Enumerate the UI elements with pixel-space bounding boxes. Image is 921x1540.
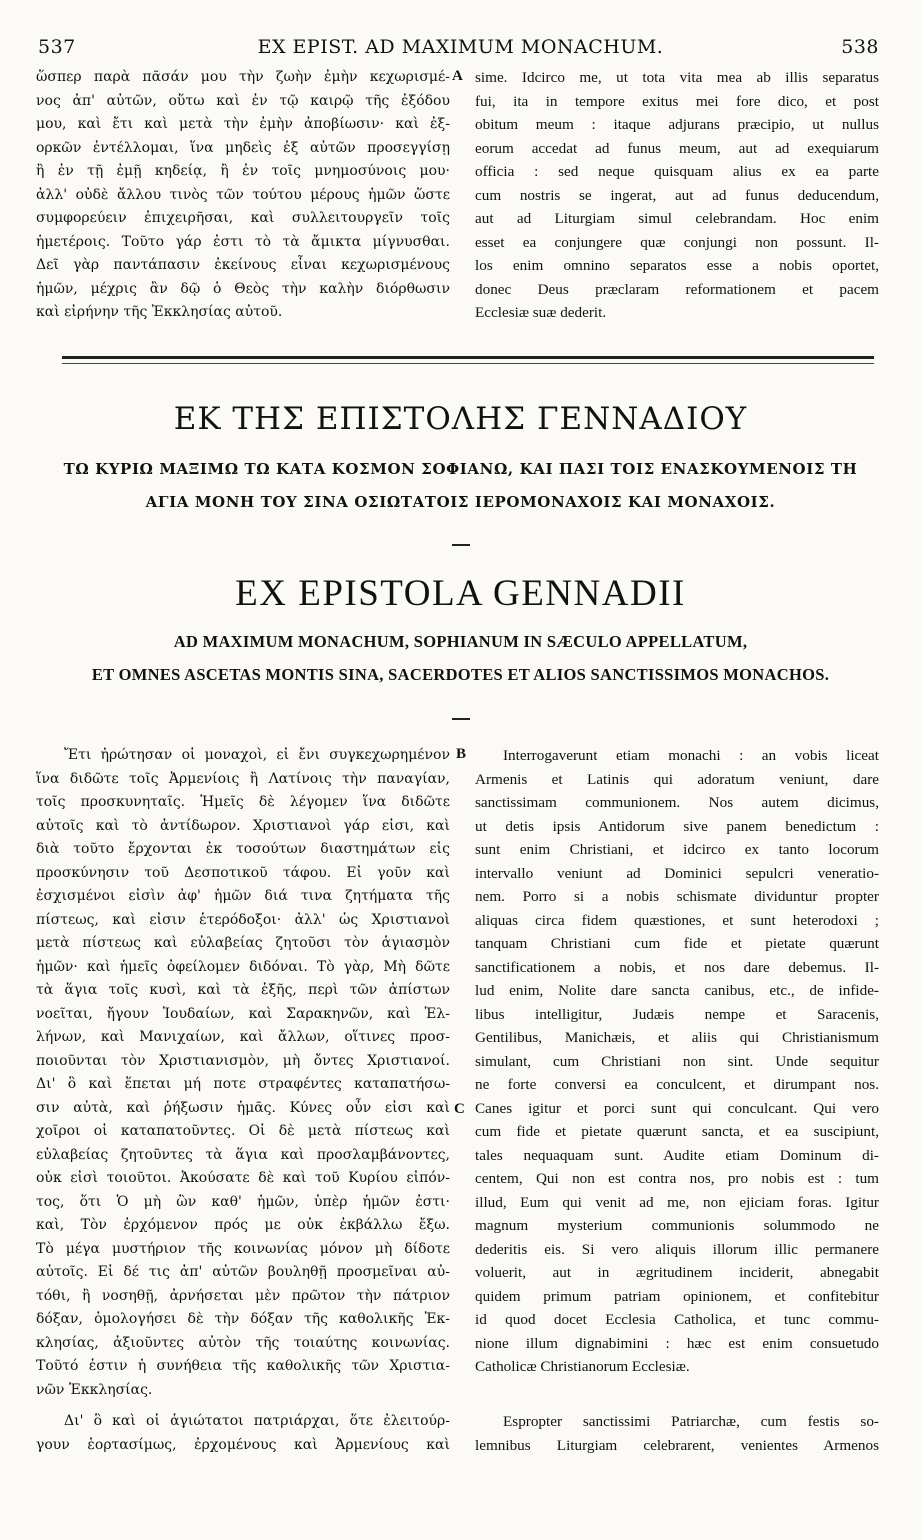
text-line: voluerit, aut in ægritudinem inciderit, abnegabit [475, 1264, 879, 1281]
text-line: nione illum dignabimini : hæc est enim consuetudo [475, 1334, 879, 1352]
text-line: καὶ, Τὸν ἐρχόμενον πρός με οὐκ ἐκβάλλω ἔξω. [36, 1217, 450, 1233]
text-line: sanctificationem a nobis, et nos dare debemus. Il- [475, 958, 879, 976]
text-line: Δι' ὃ καὶ ἕπεται μή ποτε στραφέντες καταπατήσω- [36, 1076, 450, 1092]
page-number-right: 538 [841, 36, 879, 58]
text-line: ἐσχισμένοι εἰσὶν ἀφ' ἡμῶν διά τινα ζητήματα τῆς [36, 888, 450, 904]
page-number-left: 537 [38, 36, 76, 58]
text-line: νος ἀπ' αὐτῶν, οὕτω καὶ ἐν τῷ καιρῷ τῆς ἐξόδου [36, 92, 450, 109]
text-line: χοῖροι οἱ καταπατοῦντες. Οἱ δὲ μετὰ πίστεως καὶ [36, 1123, 450, 1139]
text-line: διὰ τοῦτο ἔρχονται ἐκ τοσούτων διαστημάτων εἰς [36, 841, 450, 857]
text-line: donec Deus præclaram reformationem et pacem [475, 280, 879, 298]
text-line: ἡμῶν, μέχρις ἂν δῷ ὁ Θεὸς τὴν καλὴν διόρθωσιν [36, 280, 450, 297]
text-line: Catholicæ Christianorum Ecclesiæ. [475, 1358, 690, 1375]
body-latin-paragraph-2 [475, 1410, 879, 1457]
text-line: ἵνα διδῶτε τοῖς Ἀρμενίοις ἢ Λατίνοις τὴν παναγίαν, [36, 770, 450, 787]
text-line: sanctissimam communionem. Nos autem dicimus, [475, 794, 879, 811]
body-latin-paragraph-1 [475, 744, 879, 1379]
text-line: εὐλαβείας ζητοῦντες τὰ ἅγια καὶ προσλαμβάνοντες, [36, 1146, 450, 1163]
text-line: τὰ ἅγια τοῖς κυσὶ, καὶ τὰ ἑξῆς, περὶ τῶν ἀπίστων [36, 982, 450, 998]
text-line: συμφορεύειν ἐπιχειρῆσαι, καὶ συλλειτουργεῖν τοῖς [36, 210, 450, 226]
text-line: νοεῖται, ἤγουν Ἰουδαίων, καὶ Σαρακηνῶν, καὶ Ἑλ- [36, 1005, 450, 1022]
top-greek-column [36, 66, 450, 325]
greek-subtitle-line-1: ΤΩ ΚΥΡΙΩ ΜΑΞΙΜΩ ΤΩ ΚΑΤΑ ΚΟΣΜΟΝ ΣΟΦΙΑΝΩ, ΚΑΙ ΠΑΣΙ ΤΟΙΣ ΕΝΑΣΚΟΥΜΕΝΟΙΣ ΤΗ [63, 460, 858, 478]
body-greek-paragraph-1 [36, 744, 450, 1402]
text-line: οὐκ εἰσὶ τοιοῦτοι. Ἀκούσατε δὲ καὶ τοῦ Κυρίου εἰπόν- [36, 1170, 450, 1186]
text-line: esset ea conjungere quæ conjungi non possunt. Il- [475, 233, 879, 251]
text-line: lemnibus Liturgiam celebrarent, venientes Armenos [475, 1436, 879, 1454]
text-line: simulant, cum Christiani non sint. Unde sequitur [475, 1052, 879, 1070]
text-line: obitum meum : itaque adjurans præcipio, ut nullus [475, 116, 879, 133]
greek-subtitle-line-2: ΑΓΙΑ ΜΟΝΗ ΤΟΥ ΣΙΝΑ ΟΣΙΩΤΑΤΟΙΣ ΙΕΡΟΜΟΝΑΧΟΙΣ ΚΑΙ ΜΟΝΑΧΟΙΣ. [145, 493, 776, 511]
text-line: μου, καὶ ἔτι καὶ μετὰ τὴν ἐμὴν ἀποβίωσιν· καὶ ἐξ- [36, 116, 450, 132]
text-line: dederitis eis. Si vero aliquis illorum illic permanere [475, 1240, 879, 1258]
text-line: ut detis ipsis Antidorum sive panem benedictum : [475, 817, 879, 835]
text-line: αὐτοῖς καὶ τὸ ἀντίδωρον. Χριστιανοὶ γάρ εἰσι, καὶ [36, 817, 450, 834]
text-line: id quod docet Ecclesia Catholica, et tunc commu- [475, 1311, 879, 1328]
text-line: Ἔτι ἠρώτησαν οἱ μοναχοὶ, εἰ ἔνι συγκεχωρημένον [64, 747, 450, 763]
text-line: προσκύνησιν τοῦ Δεσποτικοῦ τάφου. Εἰ γοῦν καὶ [36, 864, 450, 881]
text-line: sunt enim Christiani, et idcirco ex tanto locorum [475, 841, 879, 858]
text-line: ποιοῦνται τὸν Χριστιανισμὸν, μὴ ὄντες Χριστιανοί. [36, 1052, 450, 1069]
latin-title: EX EPISTOLA GENNADII [235, 573, 686, 614]
text-line: nem. Porro si a nobis schismate dividuntur propter [475, 888, 879, 905]
column-marker-a: A [452, 68, 463, 84]
latin-subtitle-line-2: ET OMNES ASCETAS MONTIS SINA, SACERDOTES ET ALIOS SANCTISSIMOS MONACHOS. [91, 665, 830, 684]
column-marker-b: B [456, 746, 467, 762]
text-line: cum nostris se ingerat, aut ad funus deducendum, [475, 186, 879, 204]
running-title: EX EPIST. AD MAXIMUM MONACHUM. [257, 36, 664, 58]
text-line: κλησίας, ἀξιοῦντες αὐτὸν τῆς τοιαύτης κοινωνίας. [36, 1334, 450, 1351]
text-line: λήνων, καὶ Μανιχαίων, καὶ ἄλλων, οἵτινες προσ- [36, 1029, 450, 1045]
text-line: ἢ ἐν τῇ ἐμῇ κηδείᾳ, ἢ ἐν τοῖς μνημοσύνοις μου· [36, 163, 450, 179]
top-latin-column [475, 66, 879, 325]
text-line: lud enim, Nolite dare sancta canibus, etc., de infide- [475, 982, 879, 999]
text-line: νῶν Ἐκκλησίας. [36, 1381, 153, 1398]
text-line: Canes igitur et porci sunt qui conculcant. Qui vero [475, 1099, 879, 1117]
greek-title: ΕΚ ΤΗΣ ΕΠΙΣΤΟΛΗΣ ΓΕΝΝΑΔΙΟΥ [173, 401, 748, 437]
text-line: centem, Qui non est contra nos, pro nobis est : tum [475, 1170, 879, 1187]
text-line: δόξαν, ὁμολογήσει δὲ τὴν δόξαν τῆς καθολικῆς Ἐκ- [36, 1311, 450, 1327]
title-separator-dash [452, 544, 470, 546]
text-line: fui, ita in tempore exitus mei fore dico, et post [475, 92, 879, 110]
text-line: ἡμῶν· καὶ ἡμεῖς ὀφείλομεν διδόναι. Τὸ γὰρ, Μὴ δῶτε [36, 958, 450, 975]
text-line: tales nequaquam sunt. Audite etiam Dominum di- [475, 1146, 879, 1164]
text-line: τόθι, ἢ νοσηθῇ, ἀρνήσεται μὲν πρῶτον τὴν πάτριον [36, 1287, 450, 1304]
text-line: magnum mysterium communionis solummodo ne [475, 1217, 879, 1234]
text-line: quidem primum patriam opinionem, et confitebitur [475, 1287, 879, 1305]
text-line: Δι' ὃ καὶ οἱ ἁγιώτατοι πατριάρχαι, ὅτε ἐλειτούρ- [64, 1413, 450, 1429]
text-line: αὐτοῖς. Εἰ δέ τις ἀπ' αὐτῶν βουληθῇ προσμεῖναι αὐ- [36, 1264, 450, 1280]
text-line: Δεῖ γὰρ παντάπασιν ἐκείνους εἶναι κεχωρισμένους [36, 257, 450, 273]
text-line: Τοῦτό ἐστιν ἡ συνήθεια τῆς καθολικῆς τῶν Χριστια- [36, 1358, 450, 1374]
text-line: Τὸ μέγα μυστήριον τῆς κοινωνίας μόνον μὴ δίδοτε [36, 1240, 450, 1257]
text-line: cum fide et pietate quærunt sancta, et ea suscipiunt, [475, 1123, 879, 1140]
text-line: officia : sed neque quisquam alius ex ea parte [475, 163, 879, 180]
text-line: μετὰ πίστεως καὶ εὐλαβείας ζητοῦσι τὸν ἁγιασμὸν [36, 935, 450, 951]
text-line: ἡμετέροις. Τοῦτο γάρ ἐστι τὸ τὰ ἄμικτα μίγνυσθαι. [36, 233, 450, 250]
text-line: intervallo veniunt ad Dominici sepulcri veneratio- [475, 864, 879, 882]
title-separator-dash [452, 718, 470, 720]
text-line: aut ad Liturgiam simul celebrandam. Hoc enim [475, 210, 879, 227]
body-greek-paragraph-2 [36, 1410, 450, 1457]
text-line: Gentilibus, Manichæis, et aliis qui Christianismum [475, 1029, 879, 1046]
text-line: σιν αὐτὰ, καὶ ῥήξωσιν ἡμᾶς. Κύνες οὖν εἰσι καὶ [36, 1099, 450, 1116]
section-divider-rule [62, 356, 874, 364]
text-line: illud, Eum qui venit ad me, non ejiciam foras. Igitur [475, 1193, 879, 1211]
text-line: τος, ὅτι Ὁ μὴ ὢν καθ' ἡμῶν, ὑπὲρ ἡμῶν ἐστι· [36, 1193, 450, 1210]
text-line: ἀλλ' οὐδὲ ἄλλου τινὸς τῶν τούτου μέρους ἡμῶν ὥστε [36, 186, 450, 203]
text-line: los enim omnino separatos esse a nobis oportet, [475, 257, 879, 274]
text-line: καὶ εἰρήνην τῆς Ἐκκλησίας αὐτοῦ. [36, 304, 283, 320]
text-line: libus intelligitur, Judæis nempe et Saracenis, [475, 1005, 879, 1023]
text-line: Espropter sanctissimi Patriarchæ, cum festis so- [503, 1413, 879, 1430]
text-line: γουν ἑορτασίμως, ἐρχομένους καὶ Ἀρμενίους καὶ [36, 1436, 450, 1453]
latin-subtitle-line-1: AD MAXIMUM MONACHUM, SOPHIANUM IN SÆCULO APPELLATUM, [173, 632, 748, 651]
text-line: ὥσπερ παρὰ πᾶσάν μου τὴν ζωὴν ἐμὴν κεχωρισμέ- [36, 69, 450, 85]
text-line: tanquam Christiani cum fide et pietate quærunt [475, 935, 879, 952]
text-line: eorum accedat ad funus meum, aut ad exequiarum [475, 139, 879, 157]
text-line: Ecclesiæ suæ dederit. [475, 304, 607, 321]
text-line: ορκῶν ἐντέλλομαι, ἵνα μηδεὶς ἐξ αὐτῶν προσεγγίσῃ [36, 139, 450, 156]
text-line: aliquas circa fidem quæstiones, et sunt heterodoxi ; [475, 911, 879, 929]
text-line: πίστεως, καὶ εἰσιν ἑτερόδοξοι· ἀλλ' ὡς Χριστιανοὶ [36, 911, 450, 928]
text-line: ne forte conversi ea conculcent, et dirumpant nos. [475, 1076, 879, 1093]
text-line: Interrogaverunt etiam monachi : an vobis liceat [503, 747, 879, 764]
column-marker-c: C [454, 1101, 465, 1117]
text-line: τοῖς προσκυνηταῖς. Ἡμεῖς δὲ λέγομεν ἵνα διδῶτε [36, 794, 450, 810]
text-line: sime. Idcirco me, ut tota vita mea ab illis separatus [475, 69, 879, 86]
text-line: Armenis et Latinis qui adoratum veniunt, dare [475, 770, 879, 788]
